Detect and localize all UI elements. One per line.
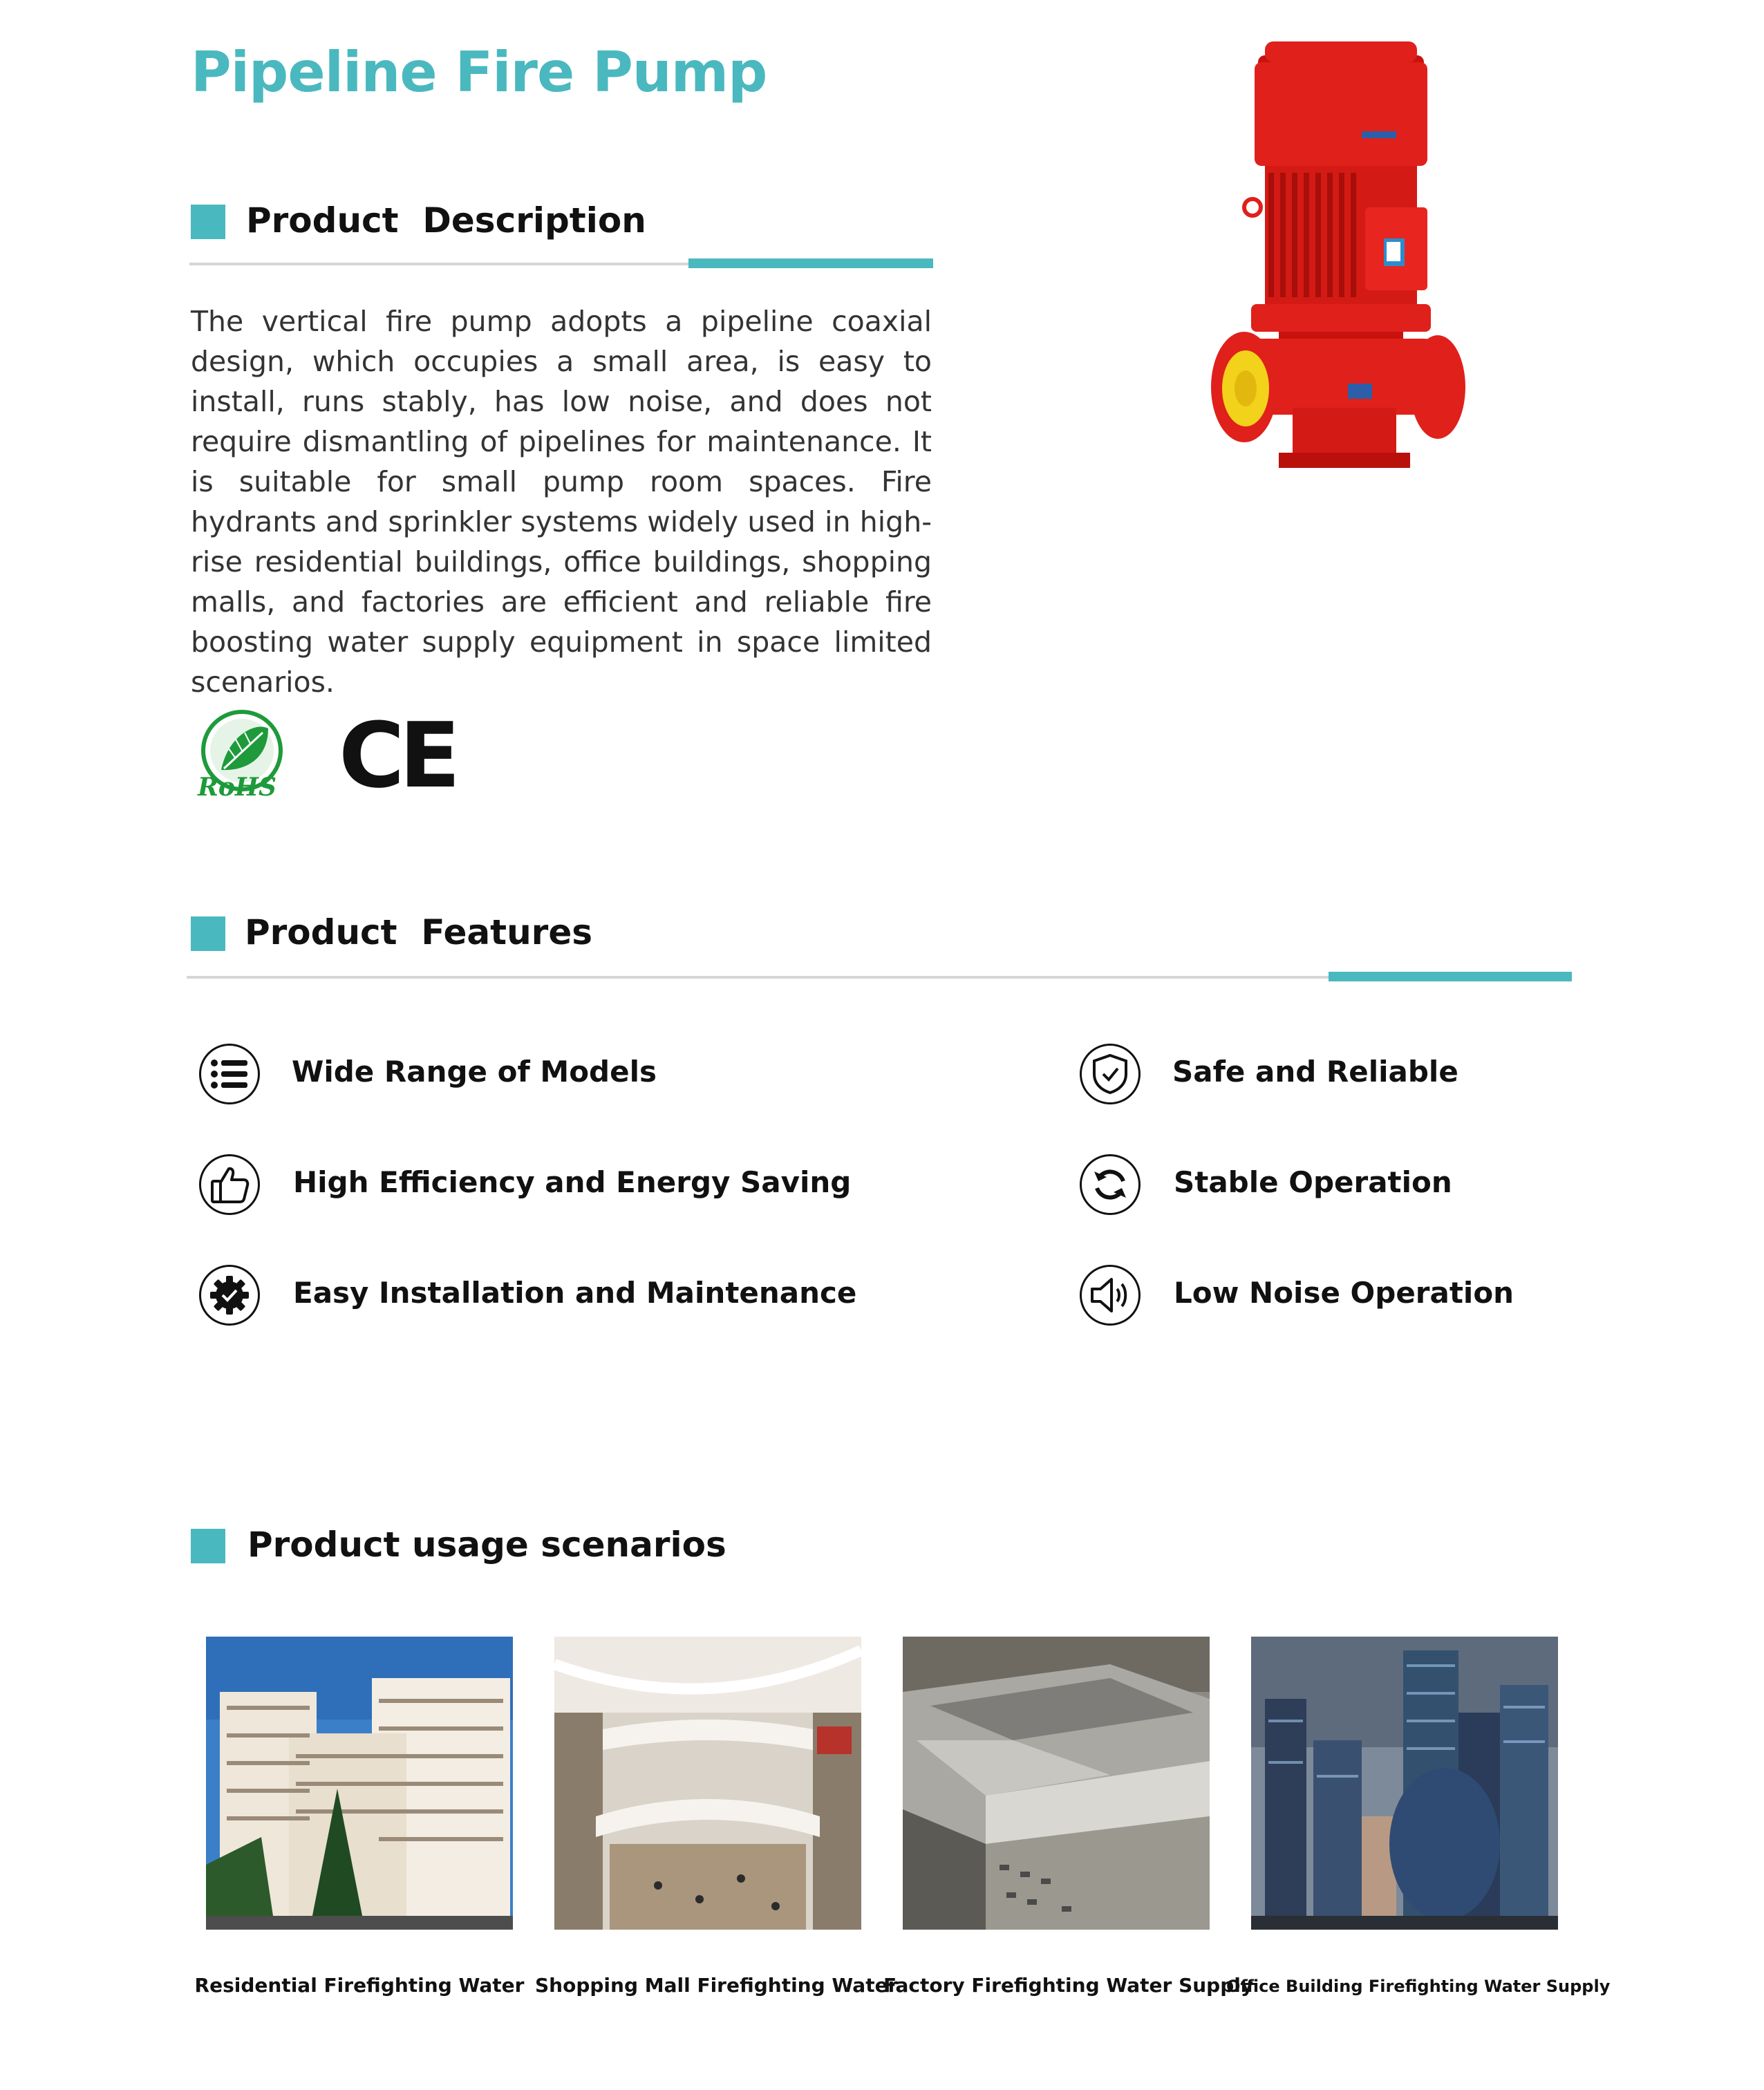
rohs-logo xyxy=(194,708,290,804)
scenario-caption: Residential Firefighting Water xyxy=(194,1974,525,1997)
description-heading-marker xyxy=(191,205,225,239)
refresh-icon xyxy=(1080,1154,1141,1215)
scenarios-heading: Product usage scenarios xyxy=(247,1525,726,1565)
description-heading: Product Description xyxy=(246,200,646,241)
feature-label: Low Noise Operation xyxy=(1174,1276,1514,1310)
features-heading: Product Features xyxy=(245,912,593,952)
thumbs-up-icon xyxy=(199,1154,260,1215)
gear-icon xyxy=(199,1265,260,1326)
rohs-logo-text: RoHS xyxy=(198,773,276,802)
feature-label: Easy Installation and Maintenance xyxy=(293,1276,857,1310)
shield-check-icon xyxy=(1080,1044,1141,1104)
office-building-photo xyxy=(1251,1637,1558,1930)
scenario-caption: Factory Firefighting Water Supply xyxy=(883,1974,1254,1997)
feature-label: Safe and Reliable xyxy=(1172,1055,1458,1089)
scenarios-heading-marker xyxy=(191,1529,225,1563)
feature-label: High Efficiency and Energy Saving xyxy=(293,1165,852,1199)
scenario-caption: Shopping Mall Firefighting Water xyxy=(535,1974,898,1997)
ce-logo: CE xyxy=(339,703,456,808)
fire-pump-image xyxy=(1203,41,1479,470)
factory-photo xyxy=(903,1637,1210,1930)
features-heading-marker xyxy=(191,916,225,951)
description-divider-accent xyxy=(688,258,933,268)
description-body: The vertical fire pump adopts a pipeline coaxial design, which occupies a small area, is easy to install, runs stably, has low noise, and does not require dismantling of pipelines for maintenance. It is suitable for small pump room spaces. Fire hydrants and sprinkler systems widely used in high-rise residential buildings, office buildings, shopping malls, and factories are efficient and reliable fire boosting water supply equipment in space limited scenarios. xyxy=(191,305,932,699)
residential-photo xyxy=(206,1637,513,1930)
list-icon xyxy=(199,1044,260,1104)
feature-label: Wide Range of Models xyxy=(292,1055,657,1089)
page-title: Pipeline Fire Pump xyxy=(191,40,767,104)
shopping-mall-photo xyxy=(554,1637,861,1930)
feature-label: Stable Operation xyxy=(1174,1165,1452,1199)
features-divider-accent xyxy=(1329,972,1572,981)
speaker-icon xyxy=(1080,1265,1141,1326)
scenario-caption: Office Building Firefighting Water Supply xyxy=(1226,1977,1611,1996)
